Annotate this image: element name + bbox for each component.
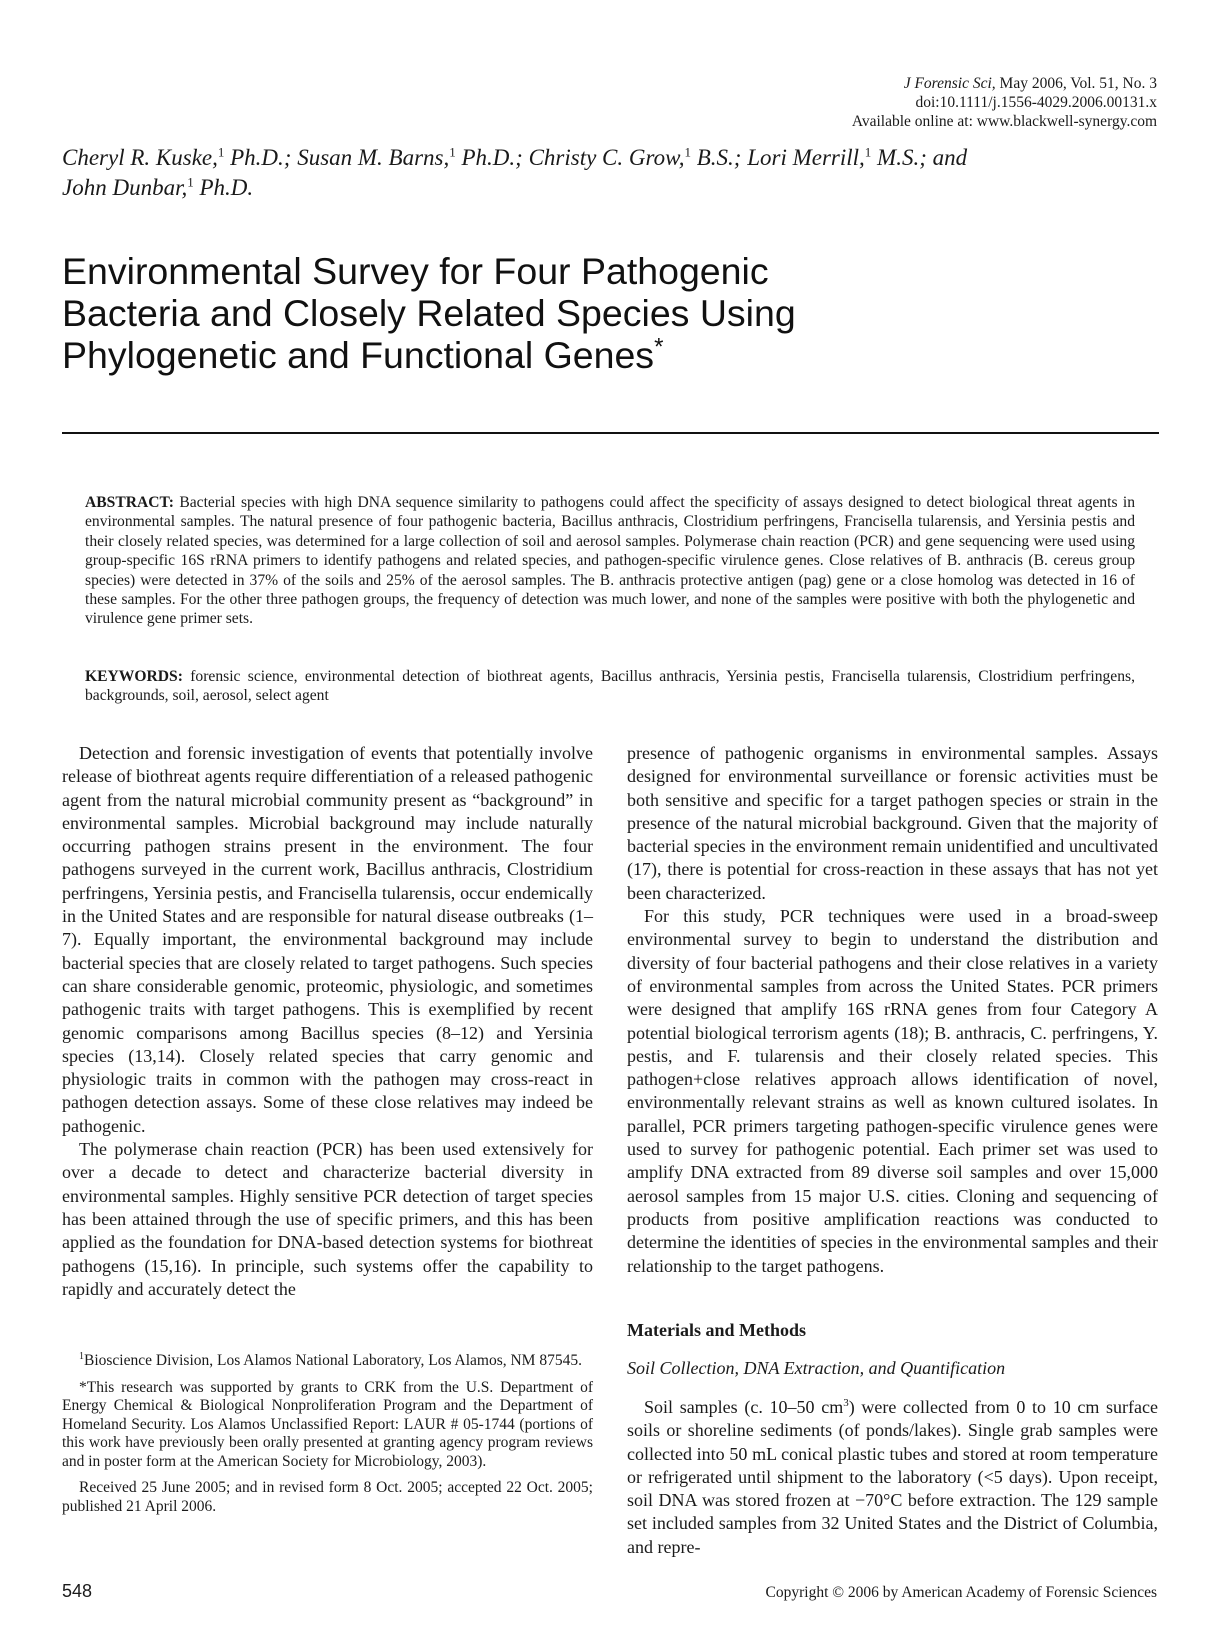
section-heading: Materials and Methods	[627, 1320, 806, 1340]
body-paragraph: Detection and forensic investigation of events that potentially involve release of biothreat agents require differentiation of a released pathogenic agent from the natural microbial community present as “background” in environmental samples. Microbial background may include naturally occurring pathogen strains present in the environment. The four pathogens surveyed in the current work, Bacillus anthracis, Clostridium perfringens, Yersinia pestis, and Francisella tularensis, occur endemically in the United States and are responsible for natural disease outbreaks (1–7). Equally important, the environmental background may include bacterial species that are closely related to target pathogens. Such species can share considerable genomic, proteomic, physiologic, and sometimes pathogenic traits with target pathogens. This is exemplified by recent genomic comparisons among Bacillus species (8–12) and Yersinia species (13,14). Closely related species that carry genomic and physiologic traits in common with the pathogen may cross-react in pathogen detection assays. Some of these close relatives may indeed be pathogenic.	[62, 743, 593, 1136]
keywords-label: KEYWORDS:	[85, 668, 183, 685]
author-list	[62, 143, 1122, 203]
title-divider	[62, 432, 1159, 434]
online-availability: Available online at: www.blackwell-synergy.com	[851, 113, 1157, 130]
journal-issue: May 2006, Vol. 51, No. 3	[999, 75, 1157, 92]
abstract	[85, 493, 1135, 629]
body-column-right-methods	[627, 1396, 1158, 1559]
author: Susan M. Barns,$^1$ Ph.D.;	[297, 144, 523, 170]
title-footnote-mark: *	[654, 333, 664, 361]
body-paragraph: presence of pathogenic organisms in environmental samples. Assays designed for environmental surveillance or forensic activities must be both sensitive and specific for a target pathogen species or strain in the presence of the natural microbial background. Given that the majority of bacterial species in the environment remain unidentified and uncultivated (17), there is potential for cross-reaction in these assays that has not yet been characterized.	[627, 743, 1158, 903]
journal-header	[852, 74, 1157, 131]
journal-issue-line	[852, 74, 1157, 93]
paper-title: Environmental Survey for Four Pathogenic Bacteria and Closely Related Species Using Phylogenetic and Functional Genes*	[62, 250, 796, 376]
funding-footnote: *This research was supported by grants to CRK from the U.S. Department of Energy Chemical & Biological Nonproliferation Program and the Department of Homeland Security. Los Alamos Unclassified Report: LAUR # 05-1744 (portions of this work have previously been orally presented at granting agency program reviews and in poster form at the American Society for Microbiology, 2003).	[62, 1378, 593, 1470]
abstract-text: Bacterial species with high DNA sequence similarity to pathogens could affect the specificity of assays designed to detect biological threat agents in environmental samples. The natural presence of four pathogenic bacteria, Bacillus anthracis, Clostridium perfringens, Francisella tularensis, and Yersinia pestis and their closely related species, was determined for a large collection of soil and aerosol samples. Polymerase chain reaction (PCR) and gene sequencing were used using group-specific 16S rRNA primers to identify pathogens and related species, and pathogen-specific virulence genes. Close relatives of B. anthracis (B. cereus group species) were detected in 37% of the soils and 25% of the aerosol samples. The B. anthracis protective antigen (pag) gene or a close homolog was detected in 16 of these samples. For the other three pathogen groups, the frequency of detection was much lower, and none of the samples were positive with both the phylogenetic and virulence gene primer sets.	[85, 494, 1135, 628]
abstract-label: ABSTRACT:	[85, 494, 174, 511]
author: John Dunbar,$^1$ Ph.D.	[62, 174, 254, 200]
journal-name: J Forensic Sci,	[903, 75, 996, 92]
affiliation-footnote: $^1$Bioscience Division, Los Alamos National Laboratory, Los Alamos, NM 87545.	[79, 1350, 582, 1369]
author: Cheryl R. Kuske,$^1$ Ph.D.;	[62, 144, 292, 170]
body-paragraph: The polymerase chain reaction (PCR) has been used extensively for over a decade to detect and characterize bacterial diversity in environmental samples. Highly sensitive PCR detection of target species has been attained through the use of specific primers, and this has been applied as the foundation for DNA-based detection systems for biothreat pathogens (15,16). In principle, such systems offer the capability to rapidly and accurately detect the	[62, 1139, 593, 1299]
doi: doi:10.1111/j.1556-4029.2006.00131.x	[915, 94, 1157, 111]
body-column-right	[627, 742, 1158, 1278]
page-number: 548	[62, 1581, 93, 1601]
body-paragraph: For this study, PCR techniques were used in a broad-sweep environmental survey to begin to understand the distribution and diversity of four bacterial pathogens and their close relatives in a variety of environmental samples from across the United States. PCR primers were designed that amplify 16S rRNA genes from four Category A potential biological terrorism agents (18); B. anthracis, C. perfringens, Y. pestis, and F. tularensis and their closely related species. This pathogen+close relatives approach allows identification of novel, environmentally relevant strains as well as known cultured isolates. In parallel, PCR primers targeting pathogen-specific virulence genes were used to survey for pathogenic potential. Each primer set was used to amplify DNA extracted from 89 diverse soil samples and over 15,000 aerosol samples from 15 major U.S. cities. Cloning and sequencing of products from positive amplification reactions was conducted to determine the identities of species in the environmental samples and their relationship to the target pathogens.	[627, 906, 1158, 1276]
body-paragraph: Soil samples (c. 10–50 $cm^3$) were collected from 0 to 10 cm surface soils or shoreline sediments (of ponds/lakes). Single grab samples were collected into 50 mL conical plastic tubes and stored at room temperature or refrigerated until shipment to the laboratory (<5 days). Upon receipt, soil DNA was stored frozen at −70°C before extraction. The 129 sample set included samples from 32 United States and the District of Columbia, and repre-	[627, 1397, 1158, 1557]
subsection-heading: Soil Collection, DNA Extraction, and Quantification	[627, 1358, 1006, 1378]
author: Christy C. Grow,$^1$ B.S.;	[528, 144, 742, 170]
received-dates: Received 25 June 2005; and in revised form 8 Oct. 2005; accepted 22 Oct. 2005; published 21 April 2006.	[62, 1479, 593, 1515]
keywords	[85, 667, 1135, 706]
author: Lori Merrill,$^1$ M.S.; and	[747, 144, 968, 170]
footnotes	[62, 1352, 593, 1524]
copyright-notice: Copyright © 2006 by American Academy of Forensic Sciences	[765, 1584, 1157, 1601]
body-column-left	[62, 742, 593, 1301]
keywords-text: forensic science, environmental detection of biothreat agents, Bacillus anthracis, Yersinia pestis, Francisella tularensis, Clostridium perfringens, backgrounds, soil, aerosol, select agent	[85, 668, 1135, 705]
